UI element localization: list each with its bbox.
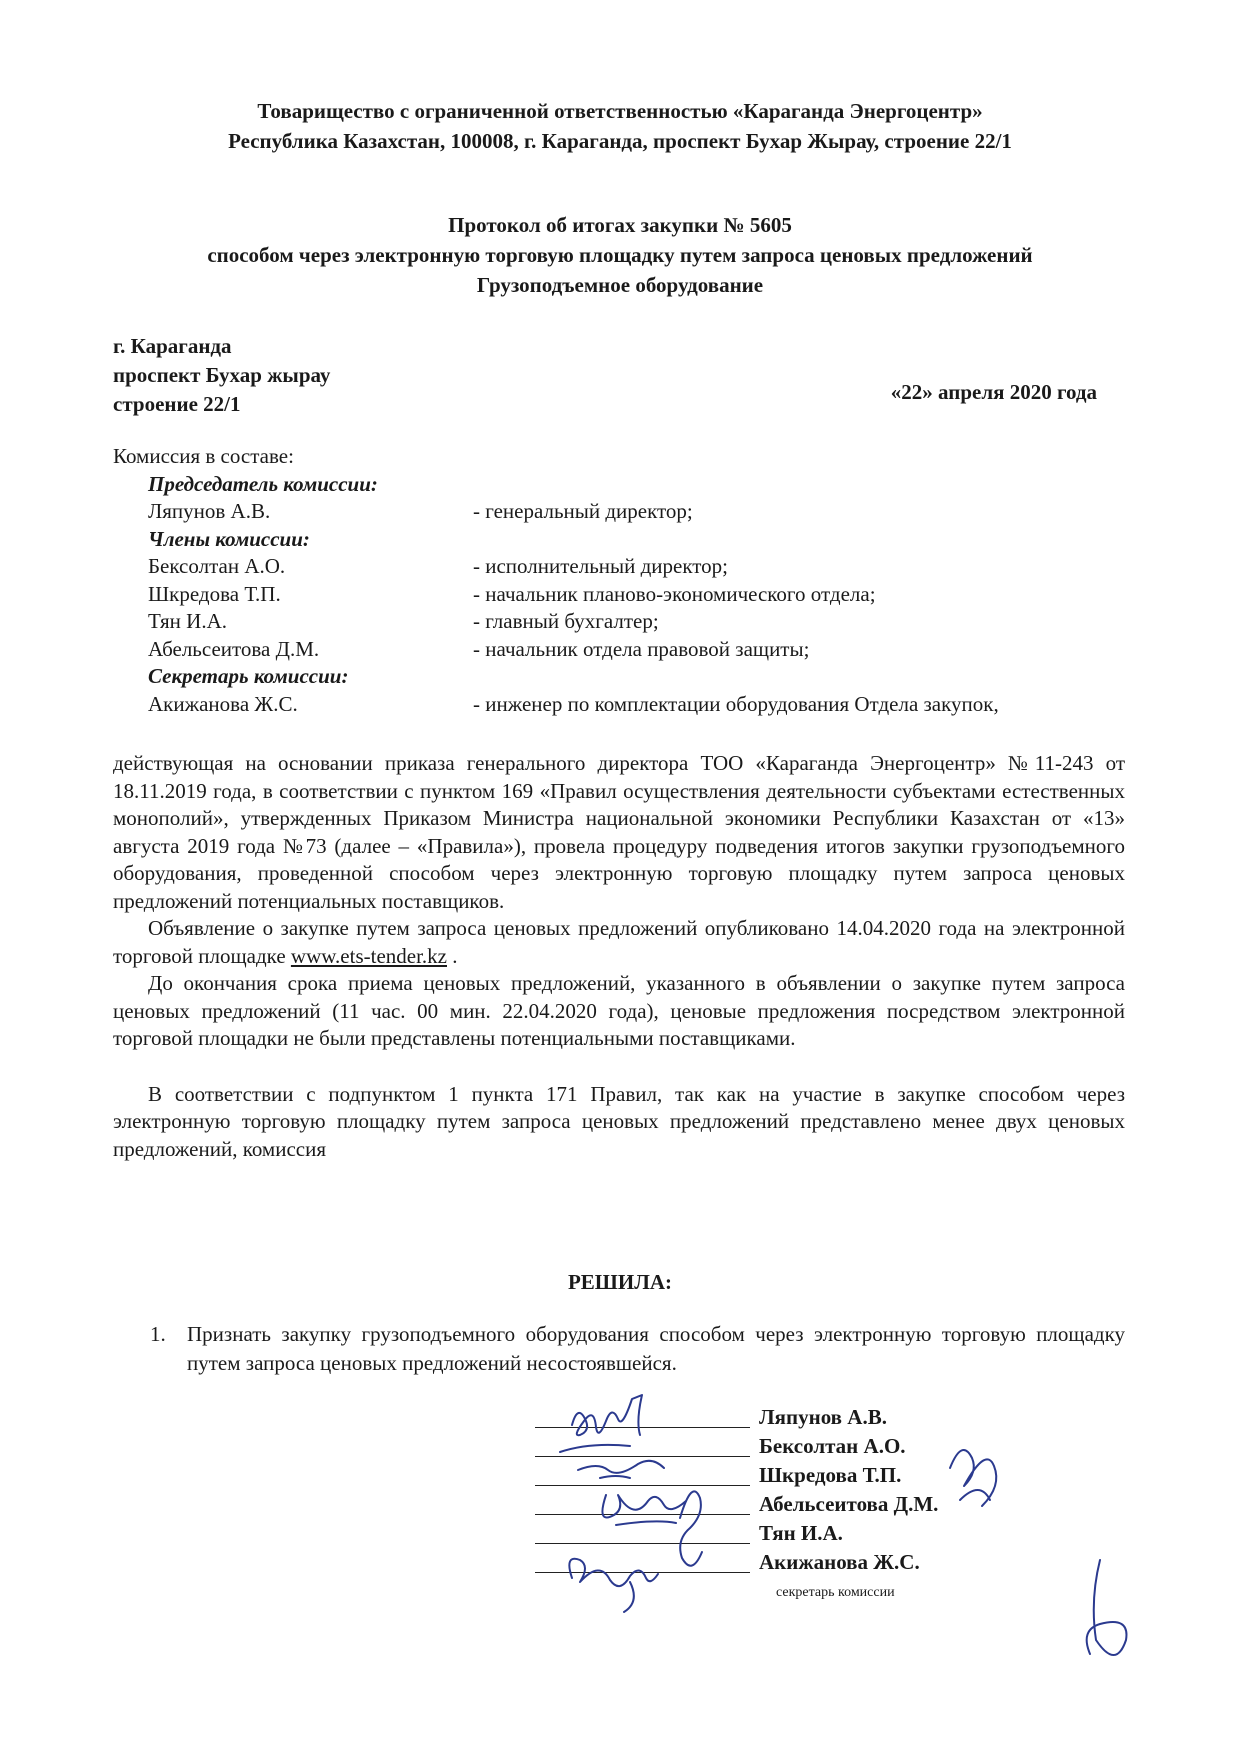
- decision-text: Признать закупку грузоподъемного оборудования способом через электронную торговую площадку путем запроса ценовых предложений несостоявшейся.: [187, 1322, 1125, 1375]
- protocol-title: [0, 210, 1240, 300]
- protocol-title-line1: Протокол об итогах закупки № 5605: [448, 213, 792, 237]
- member-name: Акижанова Ж.С.: [148, 691, 298, 716]
- member-role: - начальник отдела правовой защиты;: [473, 636, 810, 661]
- signature-block: [535, 1405, 995, 1579]
- body-paragraph-2: [113, 915, 1125, 970]
- member-name: Тян И.А.: [148, 609, 228, 633]
- signature-line: [535, 1427, 750, 1428]
- place-city: г. Караганда: [113, 334, 232, 358]
- place-street: проспект Бухар жырау: [113, 363, 331, 387]
- organization-header: [0, 96, 1240, 156]
- member-role: - главный бухгалтер;: [473, 609, 659, 633]
- secretary-heading: Секретарь комиссии:: [148, 664, 349, 688]
- member-role: - генеральный директор;: [473, 499, 693, 523]
- signature-row: [535, 1521, 995, 1550]
- signature-line: [535, 1543, 750, 1544]
- signatory-name: Ляпунов А.В.: [759, 1405, 887, 1429]
- place-building: строение 22/1: [113, 392, 241, 416]
- body-paragraph-4: В соответствии с подпунктом 1 пункта 171 Правил, так как на участие в закупке способом через электронную торговую площадку путем запроса ценовых предложений представлено менее двух ценовых предложений, комиссия: [113, 1081, 1125, 1161]
- signature-line: [535, 1572, 750, 1573]
- signature-row: [535, 1463, 995, 1492]
- signature-row: [535, 1434, 995, 1463]
- paragraph-text: Объявление о закупке путем запроса ценовых предложений опубликовано 14.04.2020 года на электронной торговой площадке: [113, 916, 1125, 968]
- protocol-body: [113, 750, 1125, 1163]
- protocol-title-line3: Грузоподъемное оборудование: [476, 273, 764, 297]
- member-role: - начальник планово-экономического отдела;: [473, 581, 876, 606]
- body-paragraph-3: До окончания срока приема ценовых предложений, указанного в объявлении о закупке путем запроса ценовых предложений (11 час. 00 мин. 22.04.2020 года), ценовые предложения посредством электронной торговой площадки не были представлены потенциальными поставщиками.: [113, 971, 1125, 1050]
- signature-line: [535, 1485, 750, 1486]
- signatory-name: Тян И.А.: [759, 1521, 843, 1545]
- signatory-name: Абельсеитова Д.М.: [759, 1492, 939, 1516]
- members-heading: Члены комиссии:: [148, 526, 310, 551]
- signatory-name: Акижанова Ж.С.: [759, 1550, 920, 1574]
- protocol-date: «22» апреля 2020 года: [890, 380, 1097, 404]
- organization-address: Республика Казахстан, 100008, г. Караганда, проспект Бухар Жырау, строение 22/1: [228, 129, 1012, 153]
- decided-heading: РЕШИЛА:: [567, 1270, 673, 1294]
- commission-intro: Комиссия в составе:: [113, 444, 294, 468]
- member-name: Бексолтан А.О.: [148, 554, 286, 578]
- signatory-name: Бексолтан А.О.: [759, 1434, 906, 1458]
- organization-name: Товарищество с ограниченной ответственностью «Караганда Энергоцентр»: [257, 99, 983, 123]
- member-name: Шкредова Т.П.: [148, 581, 281, 606]
- signature-margin: [1087, 1560, 1127, 1655]
- signature-row: [535, 1550, 995, 1579]
- signature-row: [535, 1492, 995, 1521]
- signature-line: [535, 1514, 750, 1515]
- tender-site-link[interactable]: www.ets-tender.kz: [290, 943, 447, 968]
- secretary-caption: секретарь комиссии: [776, 1585, 895, 1600]
- place-block: [113, 332, 330, 419]
- protocol-title-line2: способом через электронную торговую площадку путем запроса ценовых предложений: [207, 243, 1033, 267]
- member-role: - инженер по комплектации оборудования Отдела закупок,: [473, 691, 999, 716]
- decision-number: 1.: [150, 1322, 166, 1346]
- member-name: Абельсеитова Д.М.: [148, 636, 320, 661]
- body-paragraph-1: действующая на основании приказа генерального директора ТОО «Караганда Энергоцентр» №11-243 от 18.11.2019 года, в соответствии с пунктом 169 «Правил осуществления деятельности субъектами естественных монополий», утвержденных Приказом Министра национальной экономики Республики Казахстан от «13» августа 2019 года №73 (далее – «Правила»), провела процедуру подведения итогов закупки грузоподъемного оборудования, проведенной способом через электронную торговую площадку путем запроса ценовых предложений потенциальных поставщиков.: [113, 751, 1125, 913]
- signature-row: [535, 1405, 995, 1434]
- chair-heading: Председатель комиссии:: [148, 471, 378, 496]
- paragraph-text: .: [447, 943, 458, 968]
- signature-line: [535, 1456, 750, 1457]
- decision-item: [150, 1320, 1125, 1378]
- signatory-name: Шкредова Т.П.: [759, 1463, 902, 1487]
- member-role: - исполнительный директор;: [473, 554, 729, 578]
- member-name: Ляпунов А.В.: [148, 499, 271, 523]
